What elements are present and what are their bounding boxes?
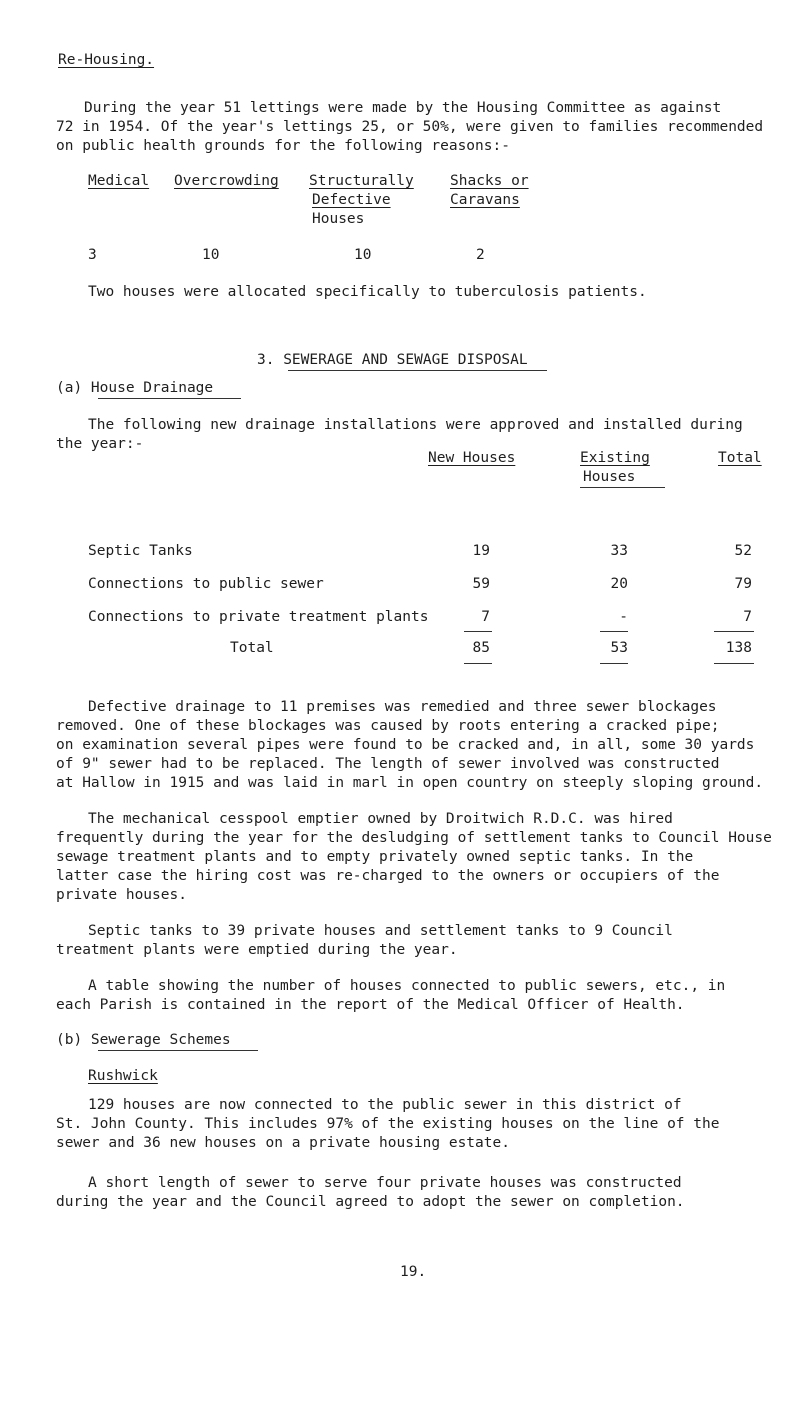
sum-rule xyxy=(464,631,492,632)
reason-header-shacks: Shacks or xyxy=(450,173,529,189)
page-heading: Re-Housing. xyxy=(58,52,155,68)
reason-value-structurally: 10 xyxy=(354,247,372,263)
paragraph-line: sewer and 36 new houses on a private housing estate. xyxy=(56,1135,510,1151)
sum-rule xyxy=(714,631,754,632)
paragraph-line: frequently during the year for the desludging of settlement tanks to Council House xyxy=(56,830,772,846)
table-cell: 7 xyxy=(743,609,752,625)
sum-rule xyxy=(600,631,628,632)
table-row-label: Septic Tanks xyxy=(88,543,193,559)
table-total-label: Total xyxy=(230,640,274,656)
column-header-existing-houses: Houses xyxy=(583,469,636,485)
reason-header-overcrowding: Overcrowding xyxy=(174,173,279,189)
table-cell: 59 xyxy=(472,576,490,592)
reason-value-shacks: 2 xyxy=(476,247,485,263)
table-total-cell: 85 xyxy=(472,640,490,656)
table-cell: 7 xyxy=(481,609,490,625)
reason-value-medical: 3 xyxy=(88,247,97,263)
section-number xyxy=(257,352,528,368)
section-title: 3. SEWERAGE AND SEWAGE DISPOSAL xyxy=(257,352,528,368)
paragraph-line: removed. One of these blockages was caused by roots entering a cracked pipe; xyxy=(56,718,720,734)
intro-line: 72 in 1954. Of the year's lettings 25, or 50%, were given to families recommended xyxy=(56,119,764,135)
subsection-b-underline xyxy=(98,1050,258,1051)
column-header-existing-underline xyxy=(580,487,665,488)
table-cell: 79 xyxy=(734,576,752,592)
intro-line: During the year 51 lettings were made by the Housing Committee as against xyxy=(84,100,722,116)
paragraph-line: during the year and the Council agreed to adopt the sewer on completion. xyxy=(56,1194,685,1210)
total-rule xyxy=(714,663,754,664)
section-title-underline xyxy=(288,370,547,371)
paragraph-line: of 9" sewer had to be replaced. The length of sewer involved was constructed xyxy=(56,756,720,772)
paragraph-line: Septic tanks to 39 private houses and settlement tanks to 9 Council xyxy=(88,923,673,939)
table-cell: 52 xyxy=(734,543,752,559)
drain-intro-line: the year:- xyxy=(56,436,144,452)
paragraph-line: A short length of sewer to serve four private houses was constructed xyxy=(88,1175,682,1191)
subsection-b-title: (b) Sewerage Schemes xyxy=(56,1032,231,1048)
table-cell: 33 xyxy=(610,543,628,559)
paragraph-line: A table showing the number of houses connected to public sewers, etc., in xyxy=(88,978,726,994)
paragraph-line: Defective drainage to 11 premises was remedied and three sewer blockages xyxy=(88,699,717,715)
tb-note: Two houses were allocated specifically to tuberculosis patients. xyxy=(88,284,647,300)
total-rule xyxy=(464,663,492,664)
table-total-cell: 138 xyxy=(725,640,752,656)
reason-value-overcrowding: 10 xyxy=(202,247,220,263)
intro-line: on public health grounds for the following reasons:- xyxy=(56,138,510,154)
table-total-cell: 53 xyxy=(610,640,628,656)
rushwick-title: Rushwick xyxy=(88,1068,158,1084)
table-cell: 19 xyxy=(472,543,490,559)
paragraph-line: The mechanical cesspool emptier owned by Droitwich R.D.C. was hired xyxy=(88,811,673,827)
reason-header-caravans: Caravans xyxy=(450,192,520,208)
reason-header-structurally: Structurally xyxy=(309,173,414,189)
paragraph-line: treatment plants were emptied during the year. xyxy=(56,942,458,958)
table-cell: 20 xyxy=(610,576,628,592)
drain-intro-line: The following new drainage installations were approved and installed during xyxy=(88,417,743,433)
table-row-label: Connections to private treatment plants xyxy=(88,609,429,625)
subsection-a-underline xyxy=(98,398,241,399)
paragraph-line: each Parish is contained in the report of the Medical Officer of Health. xyxy=(56,997,685,1013)
column-header-existing: Existing xyxy=(580,450,650,466)
table-cell: - xyxy=(619,609,628,625)
paragraph-line: on examination several pipes were found to be cracked and, in all, some 30 yards xyxy=(56,737,755,753)
paragraph-line: at Hallow in 1915 and was laid in marl in open country on steeply sloping ground. xyxy=(56,775,764,791)
paragraph-line: 129 houses are now connected to the public sewer in this district of xyxy=(88,1097,682,1113)
paragraph-line: private houses. xyxy=(56,887,187,903)
subsection-a-title: (a) House Drainage xyxy=(56,380,214,396)
total-rule xyxy=(600,663,628,664)
paragraph-line: sewage treatment plants and to empty privately owned septic tanks. In the xyxy=(56,849,694,865)
table-row-label: Connections to public sewer xyxy=(88,576,324,592)
column-header-new-houses: New Houses xyxy=(428,450,516,466)
reason-header-medical: Medical xyxy=(88,173,150,189)
page-number: 19. xyxy=(400,1264,427,1280)
reason-header-defective: Defective xyxy=(312,192,391,208)
reason-header-houses: Houses xyxy=(312,211,365,227)
column-header-total: Total xyxy=(718,450,762,466)
paragraph-line: St. John County. This includes 97% of the existing houses on the line of the xyxy=(56,1116,720,1132)
paragraph-line: latter case the hiring cost was re-charged to the owners or occupiers of the xyxy=(56,868,720,884)
